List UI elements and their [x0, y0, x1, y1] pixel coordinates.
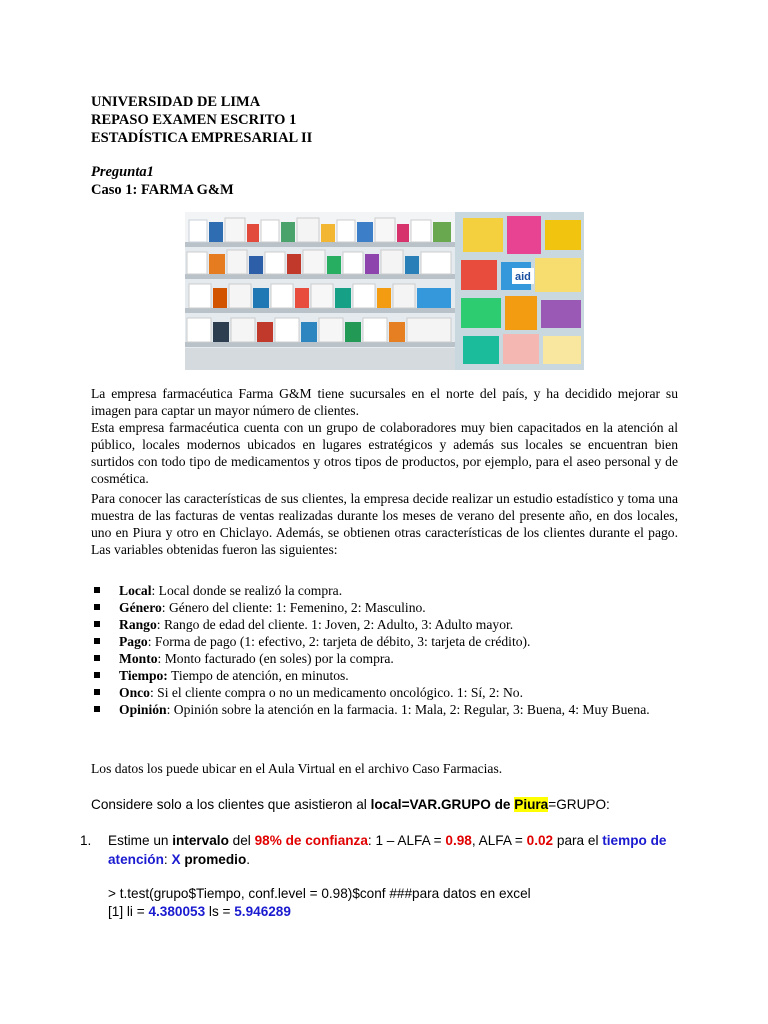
bullet-icon	[94, 587, 100, 593]
variable-highlight: tiempo de atención	[108, 833, 667, 867]
variable-name: Monto	[119, 651, 158, 666]
pharmacy-shelves-icon	[185, 212, 584, 370]
bullet-icon	[94, 689, 100, 695]
data-location-paragraph: Los datos los puede ubicar en el Aula Virtual en el archivo Caso Farmacias.	[91, 761, 503, 776]
bullet-icon	[94, 672, 100, 678]
case-title: Caso 1: FARMA G&M	[91, 182, 234, 198]
bullet-icon	[94, 604, 100, 610]
study-paragraph: Para conocer las características de sus clientes, la empresa decide realizar un estudio estadístico y toma una muestra de las facturas de ventas realizadas durante los meses de verano del presente año, en dos locales, uno en Piura y otro en Chiclayo. Además, se obtienen otras características de los clientes durante el pago. Las variables obtenidas fueron las siguientes:	[91, 491, 678, 557]
list-item	[91, 650, 678, 667]
highlighted-city: Piura	[514, 797, 549, 812]
box-label: aid	[515, 271, 531, 283]
variable-desc: : Monto facturado (en soles) por la compra.	[157, 651, 394, 666]
intro-paragraph: La empresa farmacéutica Farma G&M tiene sucursales en el norte del país, y ha decidido mejorar su imagen para captar un mayor número de clientes.	[91, 386, 678, 418]
list-item	[91, 633, 678, 650]
variable-name: Pago	[119, 634, 148, 649]
confidence-level: 98% de confianza	[254, 833, 368, 848]
description-paragraph: Esta empresa farmacéutica cuenta con un grupo de colaboradores muy bien capacitados en la atención al público, locales modernos ubicados en lugares estratégicos y además sus locales se encuentran bien surtidos con todo tipo de medicamentos y otros tipos de productos, por ejemplo, para el aseo personal y de cosmética.	[91, 420, 678, 486]
variable-name: Tiempo:	[119, 668, 168, 683]
question-text: Estime un intervalo del 98% de confianza: 1 – ALFA = 0.98, ALFA = 0.02 para el tiempo de atención: X promedio.	[108, 833, 667, 867]
variable-desc: Tiempo de atención, en minutos.	[167, 668, 349, 683]
consider-post: =GRUPO:	[548, 797, 610, 812]
upper-limit: 5.946289	[234, 904, 291, 919]
variable-name: Género	[119, 600, 162, 615]
alpha-value: 0.02	[526, 833, 554, 848]
variable-desc: : Forma de pago (1: efectivo, 2: tarjeta de débito, 3: tarjeta de crédito).	[147, 634, 531, 649]
variable-name: Onco	[119, 685, 150, 700]
list-item	[91, 684, 678, 701]
consider-text: Considere solo a los clientes que asistieron al	[91, 797, 371, 812]
question-number: 1.	[80, 833, 92, 848]
pharmacy-shelves-photo	[185, 212, 584, 370]
consider-bold: local=VAR.GRUPO de	[370, 797, 515, 812]
lower-limit: 4.380053	[148, 904, 206, 919]
list-item	[91, 701, 678, 718]
bullet-icon	[94, 655, 100, 661]
variable-desc: : Local donde se realizó la compra.	[151, 583, 343, 598]
variable-desc: : Opinión sobre la atención en la farmacia. 1: Mala, 2: Regular, 3: Buena, 4: Muy Buena.	[166, 702, 650, 717]
variables-list	[91, 582, 678, 718]
list-item	[91, 616, 678, 633]
course-title: ESTADÍSTICA EMPRESARIAL II	[91, 130, 313, 146]
variable-desc: : Rango de edad del cliente. 1: Joven, 2: Adulto, 3: Adulto mayor.	[156, 617, 514, 632]
consider-line	[91, 796, 610, 813]
bullet-icon	[94, 621, 100, 627]
variable-desc: : Si el cliente compra o no un medicamento oncológico. 1: Sí, 2: No.	[149, 685, 523, 700]
variable-name: Local	[119, 583, 152, 598]
list-item	[91, 667, 678, 684]
variable-name: Rango	[119, 617, 157, 632]
question-label: Pregunta1	[91, 164, 154, 180]
code-line: > t.test(grupo$Tiempo, conf.level = 0.98)$conf ###para datos en excel	[108, 886, 531, 901]
exam-title: REPASO EXAMEN ESCRITO 1	[91, 112, 297, 128]
list-item	[91, 599, 678, 616]
variable-desc: : Género del cliente: 1: Femenino, 2: Masculino.	[161, 600, 426, 615]
university-title: UNIVERSIDAD DE LIMA	[91, 94, 261, 110]
bullet-icon	[94, 638, 100, 644]
bullet-icon	[94, 706, 100, 712]
variable-name: Opinión	[119, 702, 167, 717]
result-line: [1] li = 4.380053 ls = 5.946289	[108, 904, 291, 919]
list-item	[91, 582, 678, 599]
confidence-value: 0.98	[445, 833, 472, 848]
